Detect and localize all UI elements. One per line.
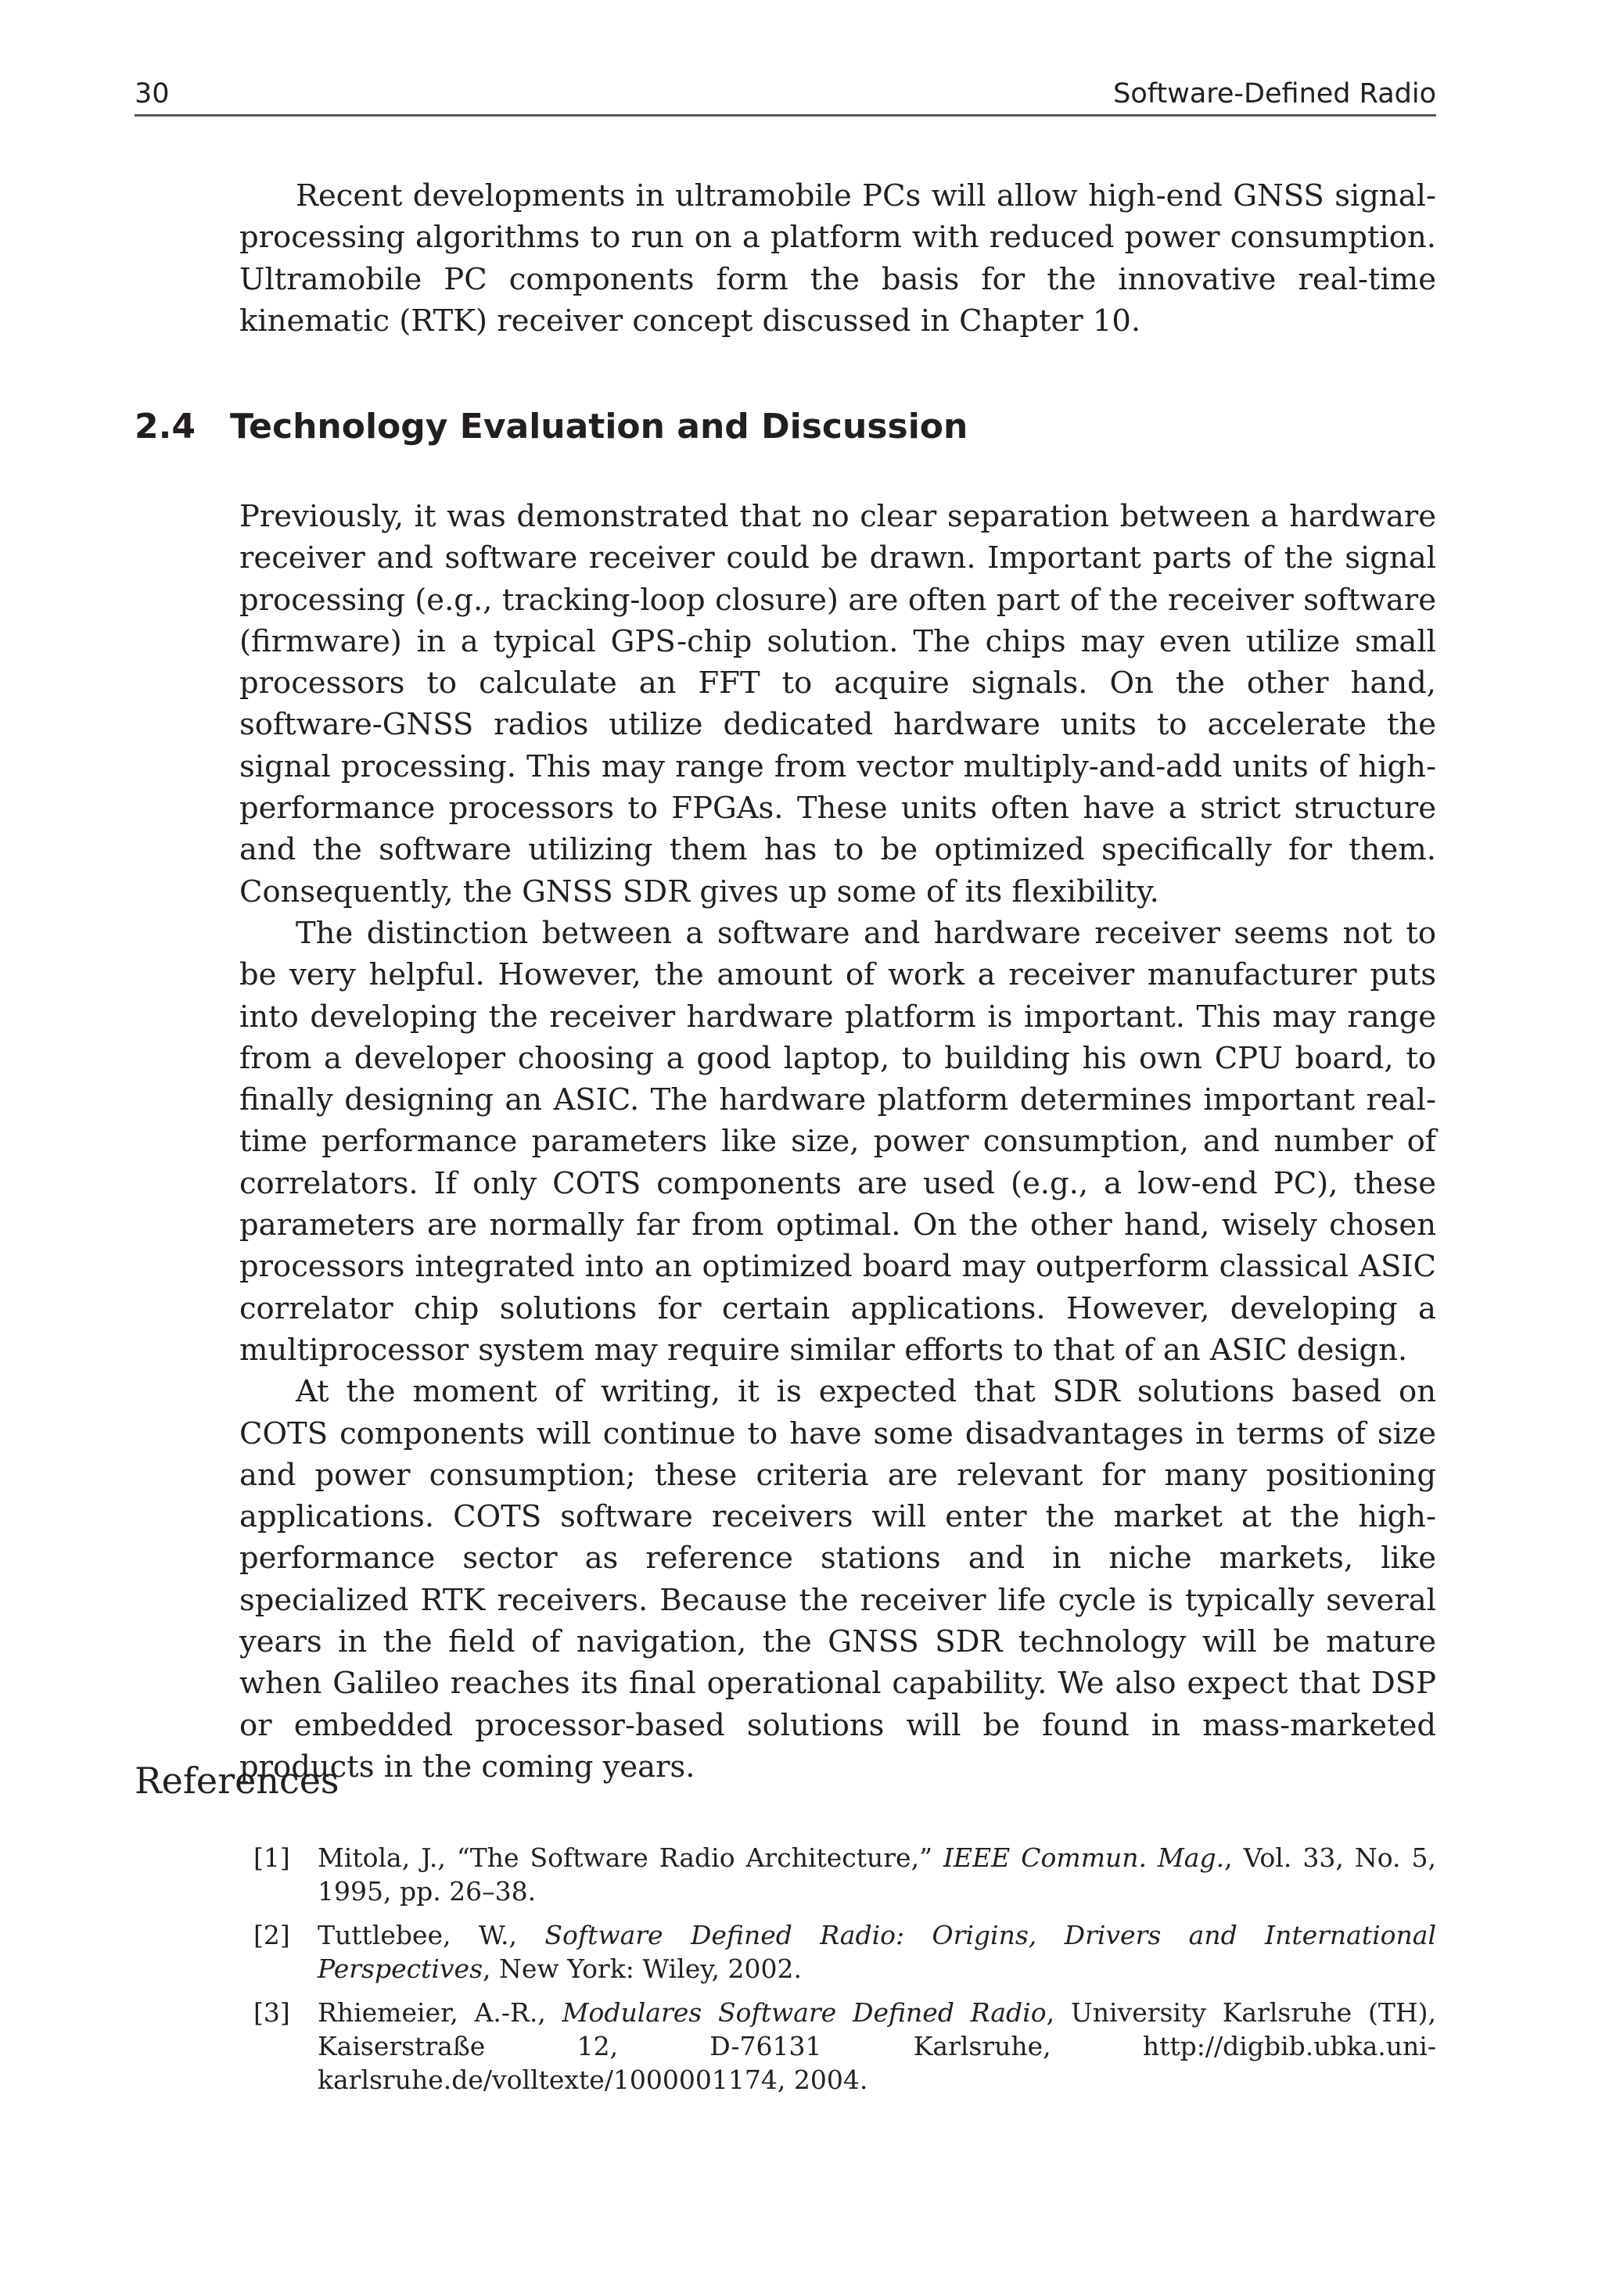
reference-item (253, 1918, 1436, 1986)
body-paragraph: The distinction between a software and hardware receiver seems not to be very helpful. However, the amount of work a receiver manufacturer puts into developing the receiver hardware platform is important. This may range from a developer choosing a good laptop, to building his own CPU board, to finally designing an ASIC. The hardware platform determines important real-time performance parameters like size, power consumption, and number of correlators. If only COTS components are used (e.g., a low-end PC), these parameters are normally far from optimal. On the other hand, wisely chosen processors integrated into an optimized board may outperform classical ASIC correlator chip solutions for certain applications. However, developing a multiprocessor system may require similar efforts to that of an ASIC design. (239, 915, 1436, 1368)
reference-number: [2] (253, 1920, 290, 1950)
running-title: Software-Defined Radio (1113, 78, 1436, 109)
section-number: 2.4 (135, 407, 196, 447)
references-heading: References (135, 1760, 339, 1802)
reference-text: Tuttlebee, W., (318, 1920, 545, 1950)
intro-paragraph: Recent developments in ultramobile PCs will allow high-end GNSS signal-processing algorithms to run on a platform with reduced power consumption. Ultramobile PC components form the basis for the innovative real-time kinematic (RTK) receiver concept discussed in Chapter 10. (239, 178, 1436, 339)
body-paragraph: Previously, it was demonstrated that no clear separation between a hardware receiver and software receiver could be drawn. Important parts of the signal processing (e.g., tracking-loop closure) are often part of the receiver software (firmware) in a typical GPS-chip solution. The chips may even utilize small processors to calculate an FFT to acquire signals. On the other hand, software-GNSS radios utilize dedicated hardware units to accelerate the signal processing. This may range from vector multiply-and-add units of high-performance processors to FPGAs. These units often have a strict structure and the software utilizing them has to be optimized specifically for them. Consequently, the GNSS SDR gives up some of its flexibility. (239, 499, 1436, 909)
reference-item (253, 1996, 1436, 2097)
reference-number: [3] (253, 1997, 290, 2028)
reference-text: , New York: Wiley, 2002. (483, 1953, 803, 1984)
intro-text (239, 175, 1436, 342)
reference-text: Rhiemeier, A.-R., (318, 1997, 562, 2028)
section-heading (135, 407, 1436, 447)
reference-text: , Vol. 33, No. 5, 1995, pp. 26–38. (318, 1842, 1436, 1907)
reference-list (253, 1841, 1436, 2107)
reference-thesis-title: Modulares Software Defined Radio (562, 1997, 1047, 2028)
body-paragraph: At the moment of writing, it is expected that SDR solutions based on COTS components will continue to have some disadvantages in terms of size and power consumption; these criteria are relevant for many positioning applications. COTS software receivers will enter the market at the high-performance sector as reference stations and in niche markets, like specialized RTK receivers. Because the receiver life cycle is typically several years in the field of navigation, the GNSS SDR technology will be mature when Galileo reaches its final operational capability. We also expect that DSP or embedded processor-based solutions will be found in mass-marketed products in the coming years. (239, 1374, 1436, 1785)
reference-journal: IEEE Commun. Mag. (943, 1842, 1225, 1873)
reference-item (253, 1841, 1436, 1908)
reference-number: [1] (253, 1842, 290, 1873)
page-header (135, 75, 1436, 117)
reference-text: Mitola, J., “The Software Radio Architecture,” (318, 1842, 943, 1873)
reference-text: , University Karlsruhe (TH), Kaiserstraße 12, D-76131 Karlsruhe, http://digbib.ubka.uni-karlsruhe.de/volltexte/1000001174, 2004. (318, 1997, 1436, 2095)
reference-book-title: Software Defined Radio: Origins, Drivers and International Perspectives (318, 1920, 1437, 1984)
section-body (239, 496, 1436, 1788)
section-title: Technology Evaluation and Discussion (230, 407, 968, 447)
page-number: 30 (135, 78, 170, 109)
